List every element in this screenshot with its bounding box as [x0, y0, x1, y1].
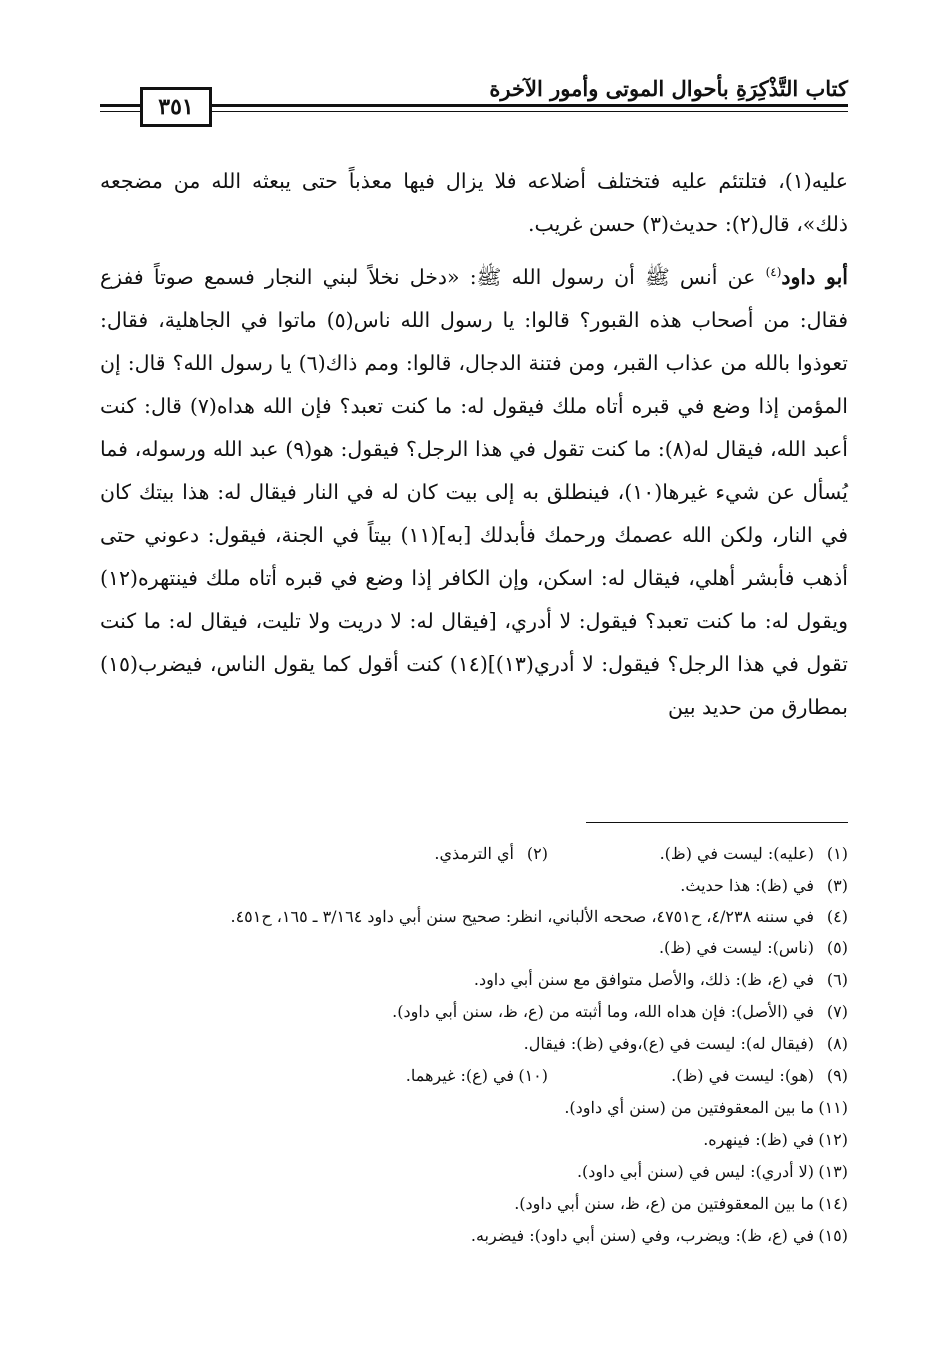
footnote-number: (٢) — [526, 844, 548, 863]
footnote-number: (١١) — [818, 1098, 848, 1117]
footnote-text: (ناس): ليست في (ظ). — [658, 938, 814, 957]
paragraph-2-text: عن أنس ﷺ أن رسول الله ﷺ: «دخل نخلاً لبني النجار فسمع صوتاً ففزع فقال: من أصحاب هذه القبور؟ قالوا: يا رسول الله ناس(٥) ماتوا في الجاهلية، فقال: تعوذوا بالله من عذاب القبر، ومن فتنة الدجال، قالوا: ومم ذاك(٦) يا رسول الله؟ قال: إن المؤمن إذا وضع في قبره أتاه ملك فيقول له: ما كنت تعبد؟ فإن الله هداه(٧) قال: كنت أعبد الله، فيقال له(٨): ما كنت تقول في هذا الرجل؟ فيقول: هو(٩) عبد الله ورسوله، فما يُسأل عن شيء غيرها(١٠)، فينطلق به إلى بيت كان له في النار فيقال له: هذا بيتك كان في النار، ولكن الله عصمك ورحمك فأبدلك [به](١١) بيتاً في الجنة، فيقول: دعوني حتى أذهب فأبشر أهلي، فيقال له: اسكن، وإن الكافر إذا وضع في قبره أتاه ملك فينتهره(١٢) ويقول له: ما كنت تعبد؟ فيقول: لا أدري، [فيقال له: لا دريت ولا تليت، فيقال له: ما كنت تقول في هذا الرجل؟ فيقول: لا أدري(١٣)](١٤) كنت أقول كما يقول الناس، فيضرب(١٥) بمطارق من حديد بين — [100, 265, 849, 719]
footnote-text: (هو): ليست في (ظ). — [671, 1066, 814, 1085]
footnote-text: ما بين المعقوفتين من (ع، ظ، سنن أبي داود). — [514, 1194, 814, 1213]
footnote-4 — [100, 902, 848, 932]
page-number: ٣٥١ — [140, 87, 212, 127]
paragraph-1: عليه(١)، فتلتئم عليه فتختلف أضلاعه فلا يزال فيها معذباً حتى يبعثه الله من مضجعه ذلك»، قال(٢): حديث(٣) حسن غريب. — [100, 169, 848, 236]
footnote-text: ما بين المعقوفتين من (سنن أي داود). — [564, 1098, 814, 1117]
main-text — [100, 160, 848, 729]
footnote-number: (٤) — [826, 907, 848, 926]
header-rule-thick — [100, 104, 848, 107]
footnote-number: (٨) — [826, 1034, 848, 1053]
footnote-13 — [100, 1156, 848, 1188]
footnote-9 — [548, 1060, 848, 1092]
paragraph-2-lead-footnote: (٤) — [765, 265, 782, 280]
footnote-text: في (الأصل): فإن هداه الله، وما أثبته من (ع، ظ، سنن أبي داود). — [392, 1002, 814, 1021]
footnote-number: (٧) — [826, 1002, 848, 1021]
footnote-text: في (ظ): هذا حديث. — [680, 876, 814, 895]
book-title: كتاب التَّذْكِرَةِ بأحوال الموتى وأمور الآخرة — [489, 76, 848, 101]
footnote-6 — [100, 964, 848, 996]
footnote-10 — [248, 1060, 548, 1092]
footnote-11 — [100, 1092, 848, 1124]
footnote-number: (١٠) — [518, 1066, 548, 1085]
footnote-separator — [586, 822, 848, 823]
footnote-7 — [100, 996, 848, 1028]
paragraph-2 — [100, 256, 848, 729]
footnote-1 — [548, 838, 848, 870]
footnote-3 — [100, 870, 848, 902]
footnote-number: (٩) — [826, 1066, 848, 1085]
footnote-text: في (ظ): فينهره. — [703, 1130, 814, 1149]
footnote-14 — [100, 1188, 848, 1220]
footnote-text: في (ع، ظ): ويضرب، وفي (سنن أبي داود): فيضربه. — [470, 1226, 814, 1245]
paragraph-2-lead: أبو داود — [781, 265, 848, 289]
page-header — [100, 70, 848, 130]
footnote-12 — [100, 1124, 848, 1156]
footnote-number: (٥) — [826, 938, 848, 957]
footnote-text: في سننه ٤/٢٣٨، ح٤٧٥١، صححه الألباني، انظر: صحيح سنن أبي داود ٣/١٦٤ ـ ١٦٥، ح٤٥١. — [230, 907, 814, 926]
footnote-number: (٣) — [826, 876, 848, 895]
footnote-5 — [100, 932, 848, 964]
footnote-text: (عليه): ليست في (ظ). — [659, 844, 814, 863]
footnote-8 — [100, 1028, 848, 1060]
footnote-number: (١٤) — [818, 1194, 848, 1213]
footnote-number: (١٥) — [818, 1226, 848, 1245]
footnote-15 — [100, 1220, 848, 1252]
footnote-row-1-2 — [100, 838, 848, 870]
footnote-text: أي الترمذي. — [434, 844, 514, 863]
footnote-text: في (ع): غيرهما. — [405, 1066, 514, 1085]
footnote-2 — [248, 838, 548, 870]
footnote-number: (١٣) — [818, 1162, 848, 1181]
header-rule-thin — [100, 111, 848, 112]
footnotes — [100, 838, 848, 1252]
footnote-text: في (ع، ظ): ذلك، والأصل متوافق مع سنن أبي داود. — [473, 970, 814, 989]
footnote-text: (لا أدري): ليس في (سنن أبي داود). — [576, 1162, 814, 1181]
footnote-number: (١٢) — [818, 1130, 848, 1149]
footnote-number: (٦) — [826, 970, 848, 989]
footnote-number: (١) — [826, 844, 848, 863]
footnote-row-9-10 — [100, 1060, 848, 1092]
footnote-text: (فيقال له): ليست في (ع)،وفي (ظ): فيقال. — [523, 1034, 814, 1053]
